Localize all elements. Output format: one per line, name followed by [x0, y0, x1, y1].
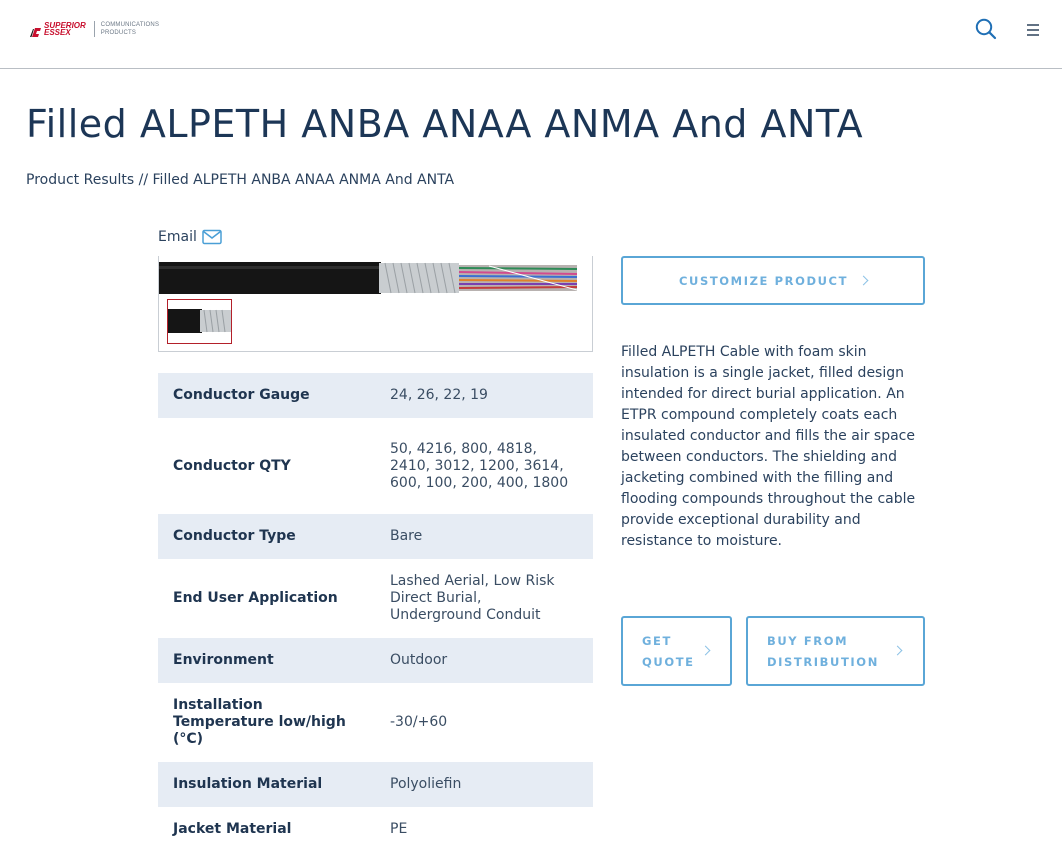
- get-quote-button[interactable]: [621, 616, 732, 686]
- logo-sub-line2: PRODUCTS: [100, 30, 137, 36]
- table-row: [158, 807, 593, 852]
- spec-value: Polyoliefin: [375, 762, 593, 807]
- buy-from-distribution-button[interactable]: [746, 616, 925, 686]
- table-row: [158, 638, 593, 683]
- logo-brand-line2: ESSEX: [44, 28, 71, 37]
- email-link[interactable]: [158, 229, 222, 245]
- chevron-right-icon: [893, 646, 903, 656]
- get-quote-label-line1: GET: [642, 634, 672, 648]
- spec-value: 24, 26, 22, 19: [375, 373, 593, 418]
- customize-product-label: CUSTOMIZE PRODUCT: [678, 273, 849, 288]
- envelope-icon: [202, 229, 222, 245]
- spec-value: 50, 4216, 800, 4818, 2410, 3012, 1200, 3614, 600, 100, 200, 400, 1800: [390, 440, 569, 491]
- page-title: Filled ALPETH ANBA ANAA ANMA And ANTA: [26, 102, 864, 146]
- product-thumbnail[interactable]: [167, 299, 232, 344]
- spec-label: Conductor Type: [158, 514, 375, 559]
- table-row: [158, 559, 593, 638]
- spec-label: Conductor Gauge: [158, 373, 375, 418]
- breadcrumb-product-results-link[interactable]: Product Results: [26, 172, 135, 188]
- spec-label: Environment: [158, 638, 375, 683]
- spec-value: PE: [390, 821, 408, 837]
- logo-mark-icon: [30, 23, 42, 35]
- cable-thumbnail-image: [168, 300, 231, 343]
- logo-brand-line1: SUPERIOR: [44, 21, 86, 30]
- table-row: [158, 762, 593, 807]
- spec-label: Insulation Material: [158, 762, 375, 807]
- specifications-table: [158, 373, 593, 852]
- table-row: [158, 683, 593, 762]
- cable-product-image[interactable]: [159, 262, 577, 294]
- table-row: [158, 514, 593, 559]
- table-row: [158, 418, 593, 514]
- menu-button[interactable]: [1026, 22, 1040, 36]
- spec-value: -30/+60: [390, 714, 448, 730]
- get-quote-label-line2: QUOTE: [642, 655, 695, 669]
- breadcrumb-separator: //: [134, 172, 153, 188]
- spec-value: Bare: [375, 514, 593, 559]
- breadcrumb: [26, 172, 454, 188]
- chevron-right-icon: [859, 276, 869, 286]
- logo-divider: [94, 21, 95, 37]
- spec-value: Lashed Aerial, Low Risk Direct Burial, Underground Conduit: [390, 573, 555, 623]
- site-header: [0, 0, 1062, 69]
- company-logo[interactable]: [30, 18, 159, 40]
- buy-label-line1: BUY FROM: [767, 634, 849, 648]
- spec-label: End User Application: [173, 590, 338, 606]
- hamburger-menu-icon: [1026, 23, 1040, 37]
- search-icon: [975, 18, 997, 40]
- breadcrumb-current: Filled ALPETH ANBA ANAA ANMA And ANTA: [152, 172, 455, 188]
- table-row: [158, 373, 593, 418]
- logo-sub-line1: COMMUNICATIONS: [100, 22, 160, 28]
- spec-value: Outdoor: [375, 638, 593, 683]
- spec-label: Conductor QTY: [173, 457, 291, 474]
- email-label: Email: [158, 229, 197, 245]
- product-image-gallery: [158, 256, 593, 352]
- search-button[interactable]: [975, 18, 997, 40]
- product-description: Filled ALPETH Cable with foam skin insulation is a single jacket, filled design intended for direct burial application. An ETPR compound completely coats each insulated conductor and fills the air space between conductors. The shielding and jacketing combined with the filling and flooding compounds throughout the cable provide exceptional durability and resistance to moisture.: [621, 344, 916, 549]
- buy-label-line2: DISTRIBUTION: [767, 655, 879, 669]
- spec-label: Jacket Material: [173, 821, 292, 837]
- spec-label: Installation Temperature low/high (°C): [173, 697, 346, 747]
- customize-product-button[interactable]: [621, 256, 925, 305]
